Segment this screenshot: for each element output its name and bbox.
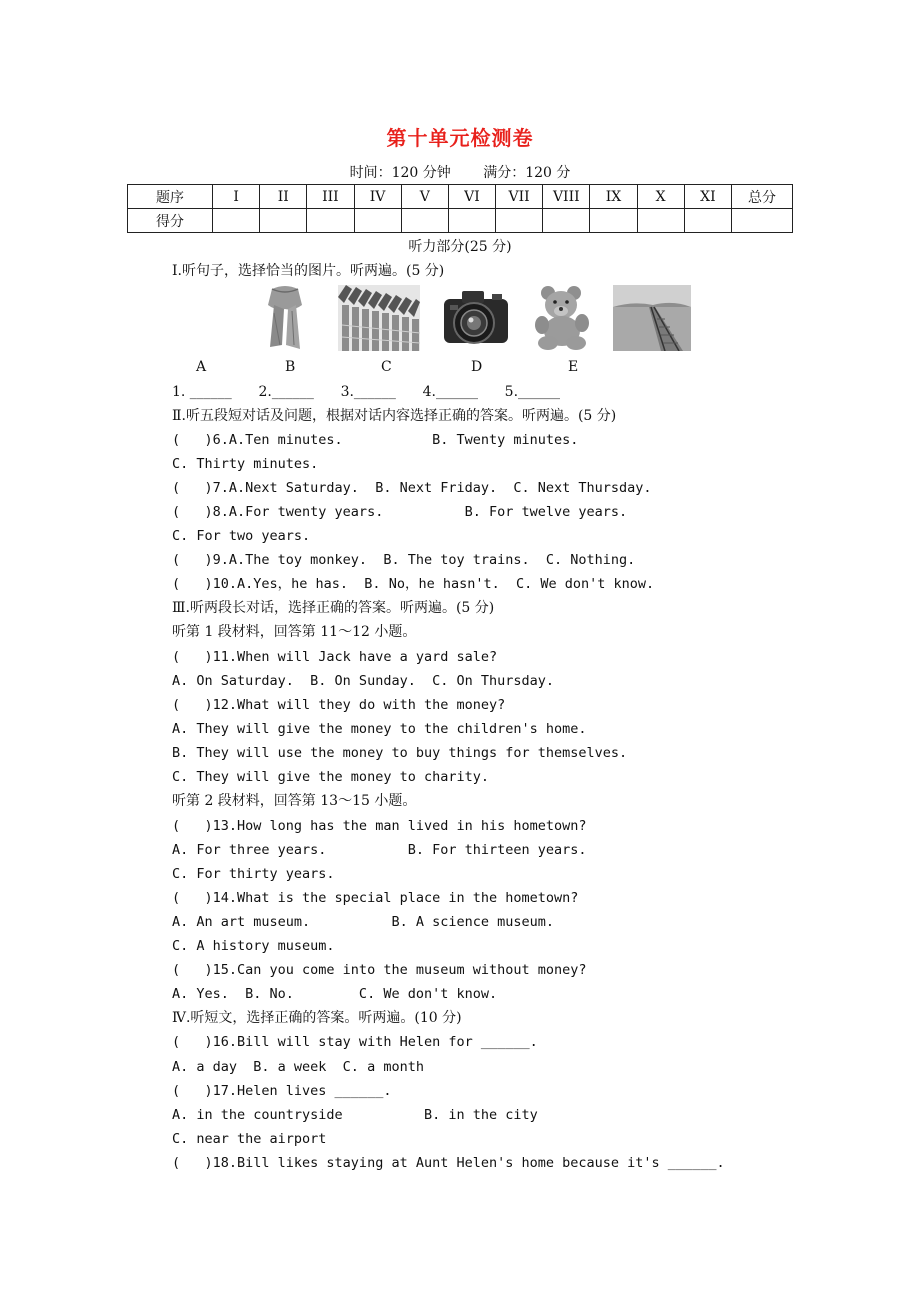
option-line: C. Thirty minutes. [172,456,319,472]
question-line: ( )7.A.Next Saturday. B. Next Friday. C. Next Thursday. [172,480,652,496]
header-cell: IV [354,185,401,209]
header-cell: VII [496,185,543,209]
railway-picture [613,285,691,351]
score-cell[interactable] [496,209,543,233]
section-heading: Ⅲ.听两段长对话，选择正确的答案。听两遍。(5 分) [172,600,495,616]
score-cell[interactable] [354,209,401,233]
section1-heading: Ⅰ.听句子，选择恰当的图片。听两遍。(5 分) [172,263,445,279]
full-score: 满分：120 分 [483,165,571,181]
header-cell: IX [590,185,637,209]
option-line: C. A history museum. [172,938,335,954]
exam-meta [0,162,920,182]
score-label-cell: 得分 [128,209,213,233]
option-line: C. For thirty years. [172,866,335,882]
question-line: ( )14.What is the special place in the hometown? [172,890,579,906]
header-cell: 题序 [128,185,213,209]
question-line: ( )15.Can you come into the museum without money? [172,962,587,978]
header-cell: VIII [543,185,590,209]
score-cell[interactable] [307,209,354,233]
picture-letter: D [471,359,483,375]
header-cell: I [213,185,260,209]
question-line: ( )17.Helen lives ______. [172,1083,392,1099]
question-line: ( )10.A.Yes，he has. B. No，he hasn't. C. We don't know. [172,576,655,592]
listening-section-heading: 听力部分(25 分) [408,239,512,255]
header-cell: VI [448,185,495,209]
header-cell: III [307,185,354,209]
score-cell[interactable] [213,209,260,233]
score-table-header-row [128,185,793,209]
score-cell[interactable] [684,209,731,233]
picture-letter: A [196,359,207,375]
option-line: C. near the airport [172,1131,327,1147]
picture-row [258,285,698,353]
option-line: B. They will use the money to buy things for themselves. [172,745,628,761]
score-table-score-row [128,209,793,233]
section1-answer-blanks: 1. ______ 2.______ 3.______ 4.______ 5.______ [172,384,561,400]
question-line: ( )18.Bill likes staying at Aunt Helen's home because it's ______. [172,1155,725,1171]
option-line: C. They will give the money to charity. [172,769,489,785]
picture-letter: E [568,359,579,375]
score-cell[interactable] [637,209,684,233]
option-line: A. On Saturday. B. On Sunday. C. On Thursday. [172,673,555,689]
header-cell: II [260,185,307,209]
option-line: A. For three years. B. For thirteen years. [172,842,587,858]
header-cell: V [401,185,448,209]
question-line: ( )9.A.The toy monkey. B. The toy trains. C. Nothing. [172,552,636,568]
section-heading: Ⅱ.听五段短对话及问题，根据对话内容选择正确的答案。听两遍。(5 分) [172,408,617,424]
option-line: A. a day B. a week C. a month [172,1059,424,1075]
question-line: ( )16.Bill will stay with Helen for ______. [172,1034,538,1050]
score-cell[interactable] [260,209,307,233]
teddy-bear-picture [530,285,596,351]
option-line: A. Yes. B. No. C. We don't know. [172,986,498,1002]
question-line: ( )6.A.Ten minutes. B. Twenty minutes. [172,432,579,448]
question-line: ( )12.What will they do with the money? [172,697,506,713]
crayons-picture [338,285,420,351]
header-cell: X [637,185,684,209]
picture-letter: C [381,359,392,375]
question-line: ( )8.A.For twenty years. B. For twelve years. [172,504,628,520]
material-instruction: 听第 1 段材料，回答第 11～12 小题。 [172,624,417,640]
score-cell[interactable] [590,209,637,233]
material-instruction: 听第 2 段材料，回答第 13～15 小题。 [172,793,417,809]
header-cell: 总分 [732,185,793,209]
question-line: ( )11.When will Jack have a yard sale? [172,649,498,665]
score-table [127,184,793,233]
score-cell[interactable] [401,209,448,233]
score-cell[interactable] [448,209,495,233]
option-line: A. They will give the money to the children's home. [172,721,587,737]
option-line: A. An art museum. B. A science museum. [172,914,555,930]
question-line: ( )13.How long has the man lived in his hometown? [172,818,587,834]
time-limit: 时间：120 分钟 [349,165,451,181]
option-line: C. For two years. [172,528,311,544]
camera-picture [442,285,510,351]
option-line: A. in the countryside B. in the city [172,1107,538,1123]
score-cell[interactable] [732,209,793,233]
scarf-picture [258,285,312,351]
score-cell[interactable] [543,209,590,233]
section-heading: Ⅳ.听短文，选择正确的答案。听两遍。(10 分) [172,1010,462,1026]
page-title: 第十单元检测卷 [386,126,534,150]
header-cell: XI [684,185,731,209]
picture-letter: B [285,359,296,375]
